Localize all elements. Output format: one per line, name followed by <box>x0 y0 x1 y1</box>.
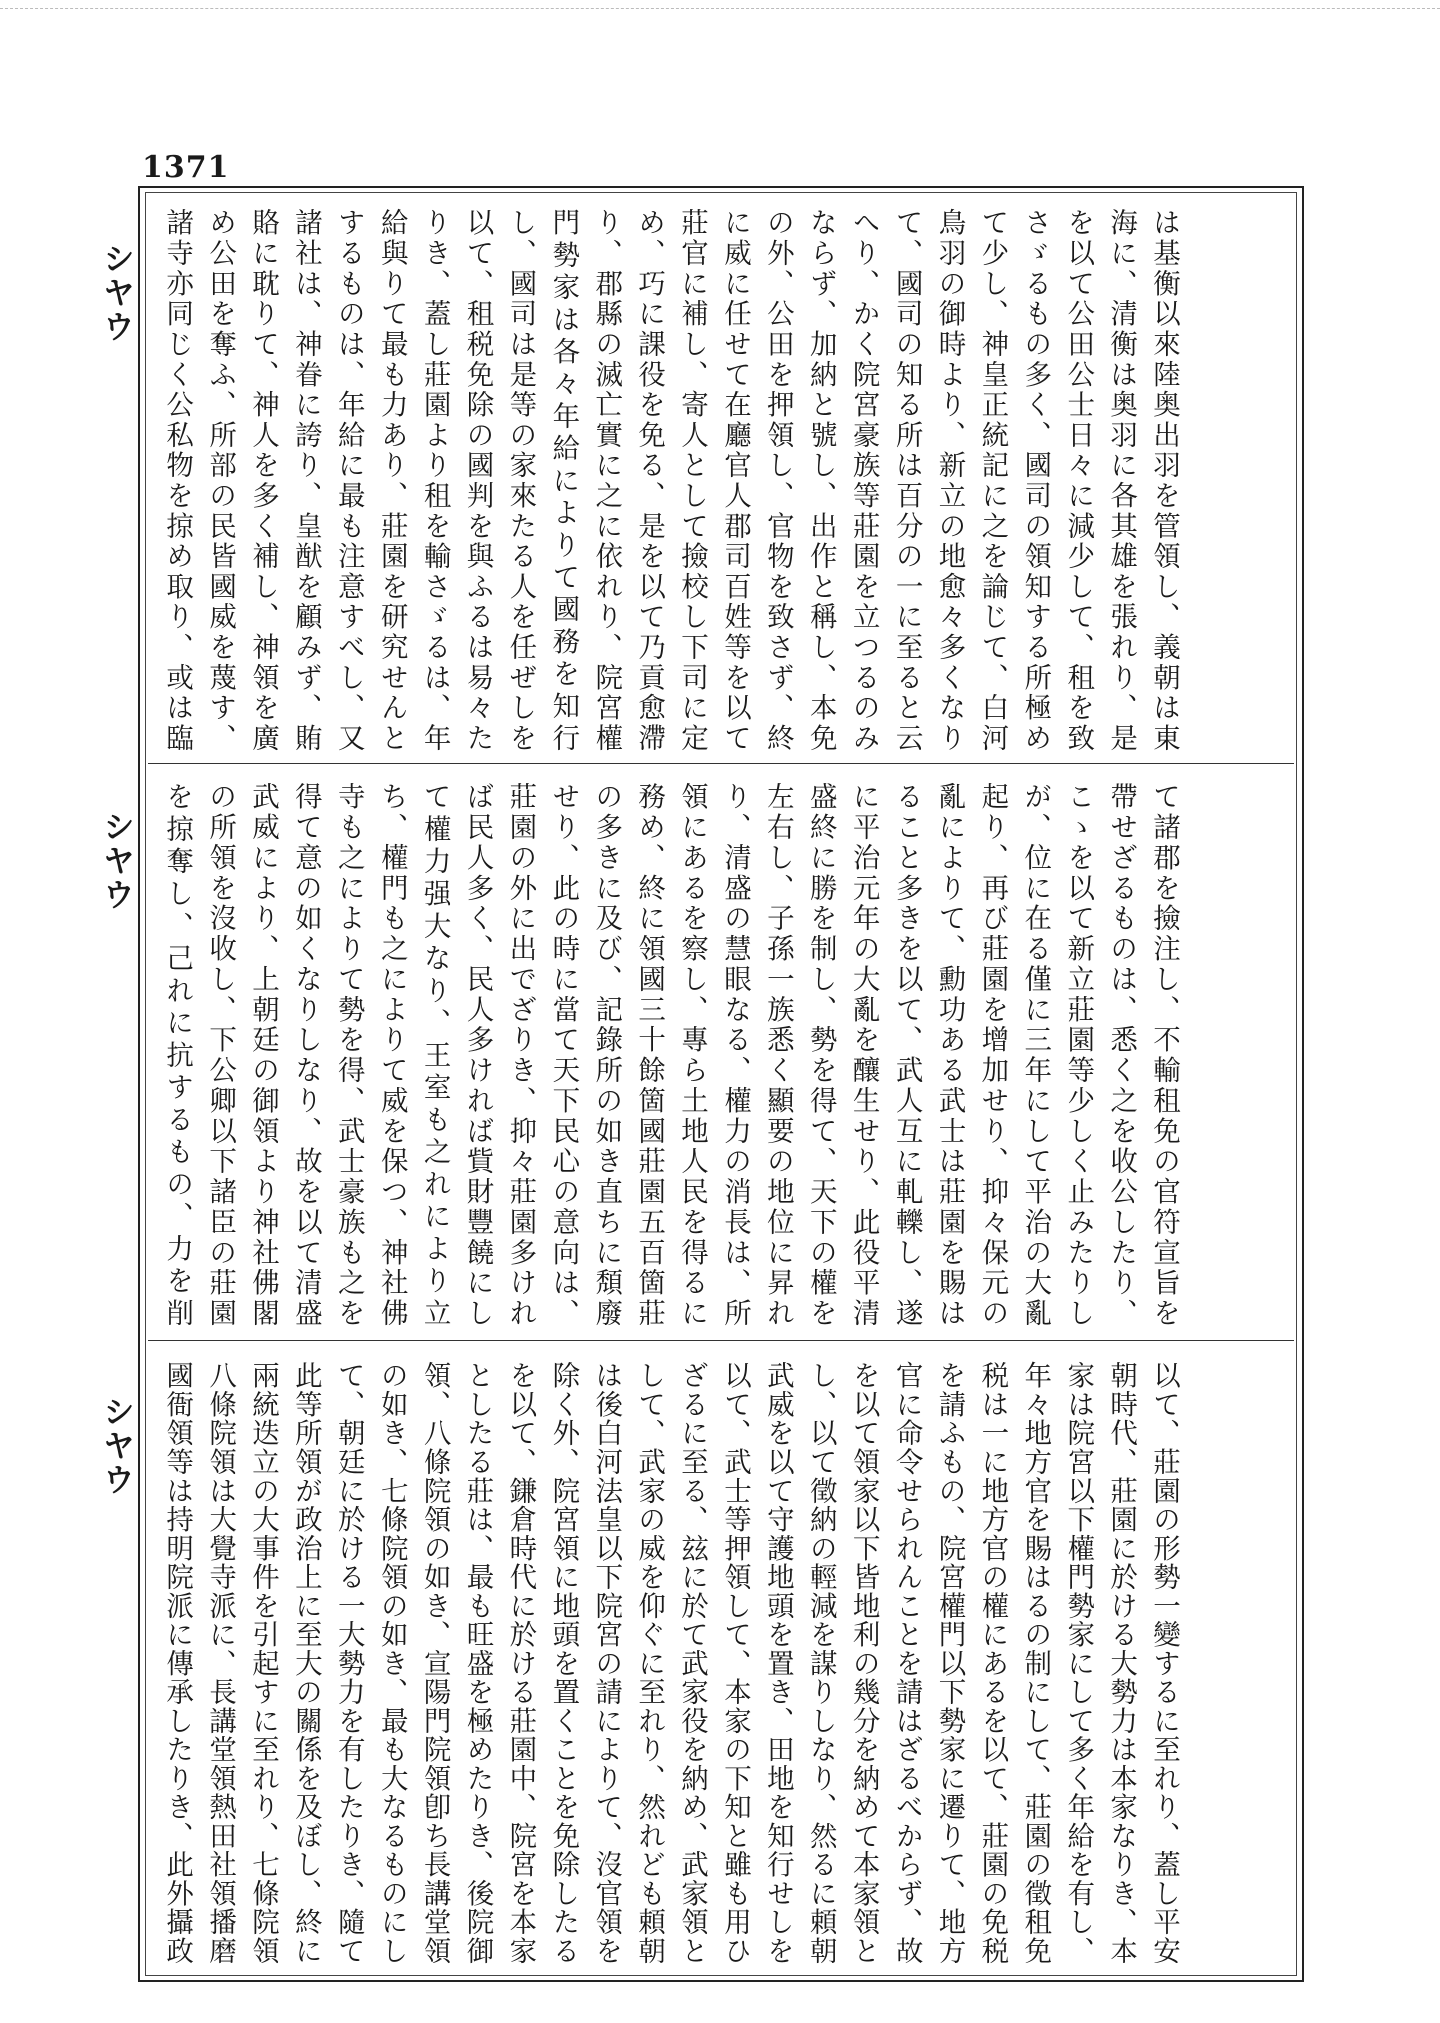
running-heading-1: シヤウ <box>98 242 136 344</box>
running-heading-3: シヤウ <box>98 1395 136 1497</box>
scan-top-rule <box>0 8 1440 9</box>
text-block-2: て諸郡を撿注し、不輸租免の官符宣旨を帶せざるものは、悉く之を收公したり、こゝを以て新立莊園等少しく止みたりしが、位に在る僅に三年にして平治の大亂起り、再び莊園を增加せり、抑々保元の亂によりて、勳功ある武士は莊園を賜はること多きを以て、武人互に軋轢し、遂に平治元年の大亂を釀生せり、此役平清盛終に勝を制し、勢を得て、天下の權を左右し、子孫一族悉く顯要の地位に昇れり、清盛の慧眼なる、權力の消長は、所領にあるを察し、專ら土地人民を得るに務め、終に領國三十餘箇國莊園五百箇莊の多きに及び、記錄所の如き直ちに頽廢せり、此の時に當て天下民心の意向は、莊園の外に出でざりき、抑々莊園多ければ民人多く、民人多ければ貲財豐饒にして權力强大なり、王室も之れにより立ち、權門も之によりて威を保つ、神社佛寺も之によりて勢を得、武士豪族も之を得て意の如くなりしなり、故を以て清盛武威により、上朝廷の御領より神社佛閣の所領を沒收し、下公卿以下諸臣の莊園を掠奪し、己れに抗するもの、力を削 <box>161 782 1180 1327</box>
running-heading-2: シヤウ <box>98 810 136 912</box>
text-block-3: 以て、莊園の形勢一變するに至れり、蓋し平安朝時代、莊園に於ける大勢力は本家なりき、本家は院宮以下權門勢家にして多く年給を有し、年々地方官を賜はるの制にして、莊園の徵租免税は一に地方官の權にあるを以て、莊園の免税を請ふもの、院宮權門以下勢家に遷りて、地方官に命令せられんことを請はざるべからず、故を以て領家以下皆地利の幾分を納めて本家領とし、以て徵納の輕減を謀りしなり、然るに頼朝武威を以て守護地頭を置き、田地を知行せしを以て、武士等押領して、本家の下知と雖も用ひざるに至る、玆に於て武家役を納め、武家領として、武家の威を仰ぐに至れり、然れども頼朝は後白河法皇以下院宮の請によりて、沒官領を除く外、院宮領に地頭を置くことを免除したるを以て、鎌倉時代に於ける莊園中、院宮を本家としたる莊は、最も旺盛を極めたりき、後院御領、八條院領の如き、宣陽門院領卽ち長講堂領の如き、七條院領の如き、最も大なるものにして、朝廷に於ける一大勢力を有したりき、隨て此等所領が政治上に至大の關係を及ぼし、終に兩統迭立の大事件を引起すに至れり、七條院領八條院領は大覺寺派に、長講堂領熱田社領播磨國衙領等は持明院派に傳承したりき、此外攝政 <box>161 1361 1180 1965</box>
section-divider <box>148 1340 1294 1341</box>
text-block-1: は基衡以來陸奥出羽を管領し、義朝は東海に、清衡は奥羽に各其雄を張れり、是を以て公田公士日々に減少して、租を致さゞるもの多く、國司の領知する所極めて少し、神皇正統記に之を論じて、白河鳥羽の御時より、新立の地愈々多くなりて、國司の知る所は百分の一に至ると云へり、かく院宮豪族等莊園を立つるのみならず、加納と號し、出作と稱し、本免の外、公田を押領し、官物を致さず、終に威に任せて在廳官人郡司百姓等を以て莊官に補し、寄人として撿校し下司に定め、巧に課役を免る、是を以て乃貢愈滯り、郡縣の滅亡實に之に依れり、院宮權門勢家は各々年給によりて國務を知行し、國司は是等の家來たる人を任ぜしを以て、租税免除の國判を與ふるは易々たりき、蓋し莊園より租を輸さゞるは、年給與りて最も力あり、莊園を研究せんとするものは、年給に最も注意すべし、又諸社は、神眷に誇り、皇猷を顧みず、賄賂に耽りて、神人を多く補し、神領を廣め公田を奪ふ、所部の民皆國威を蔑す、諸寺亦同じく公私物を掠め取り、或は臨 <box>161 208 1180 752</box>
page-number: 1371 <box>142 150 230 185</box>
section-divider <box>148 763 1294 764</box>
